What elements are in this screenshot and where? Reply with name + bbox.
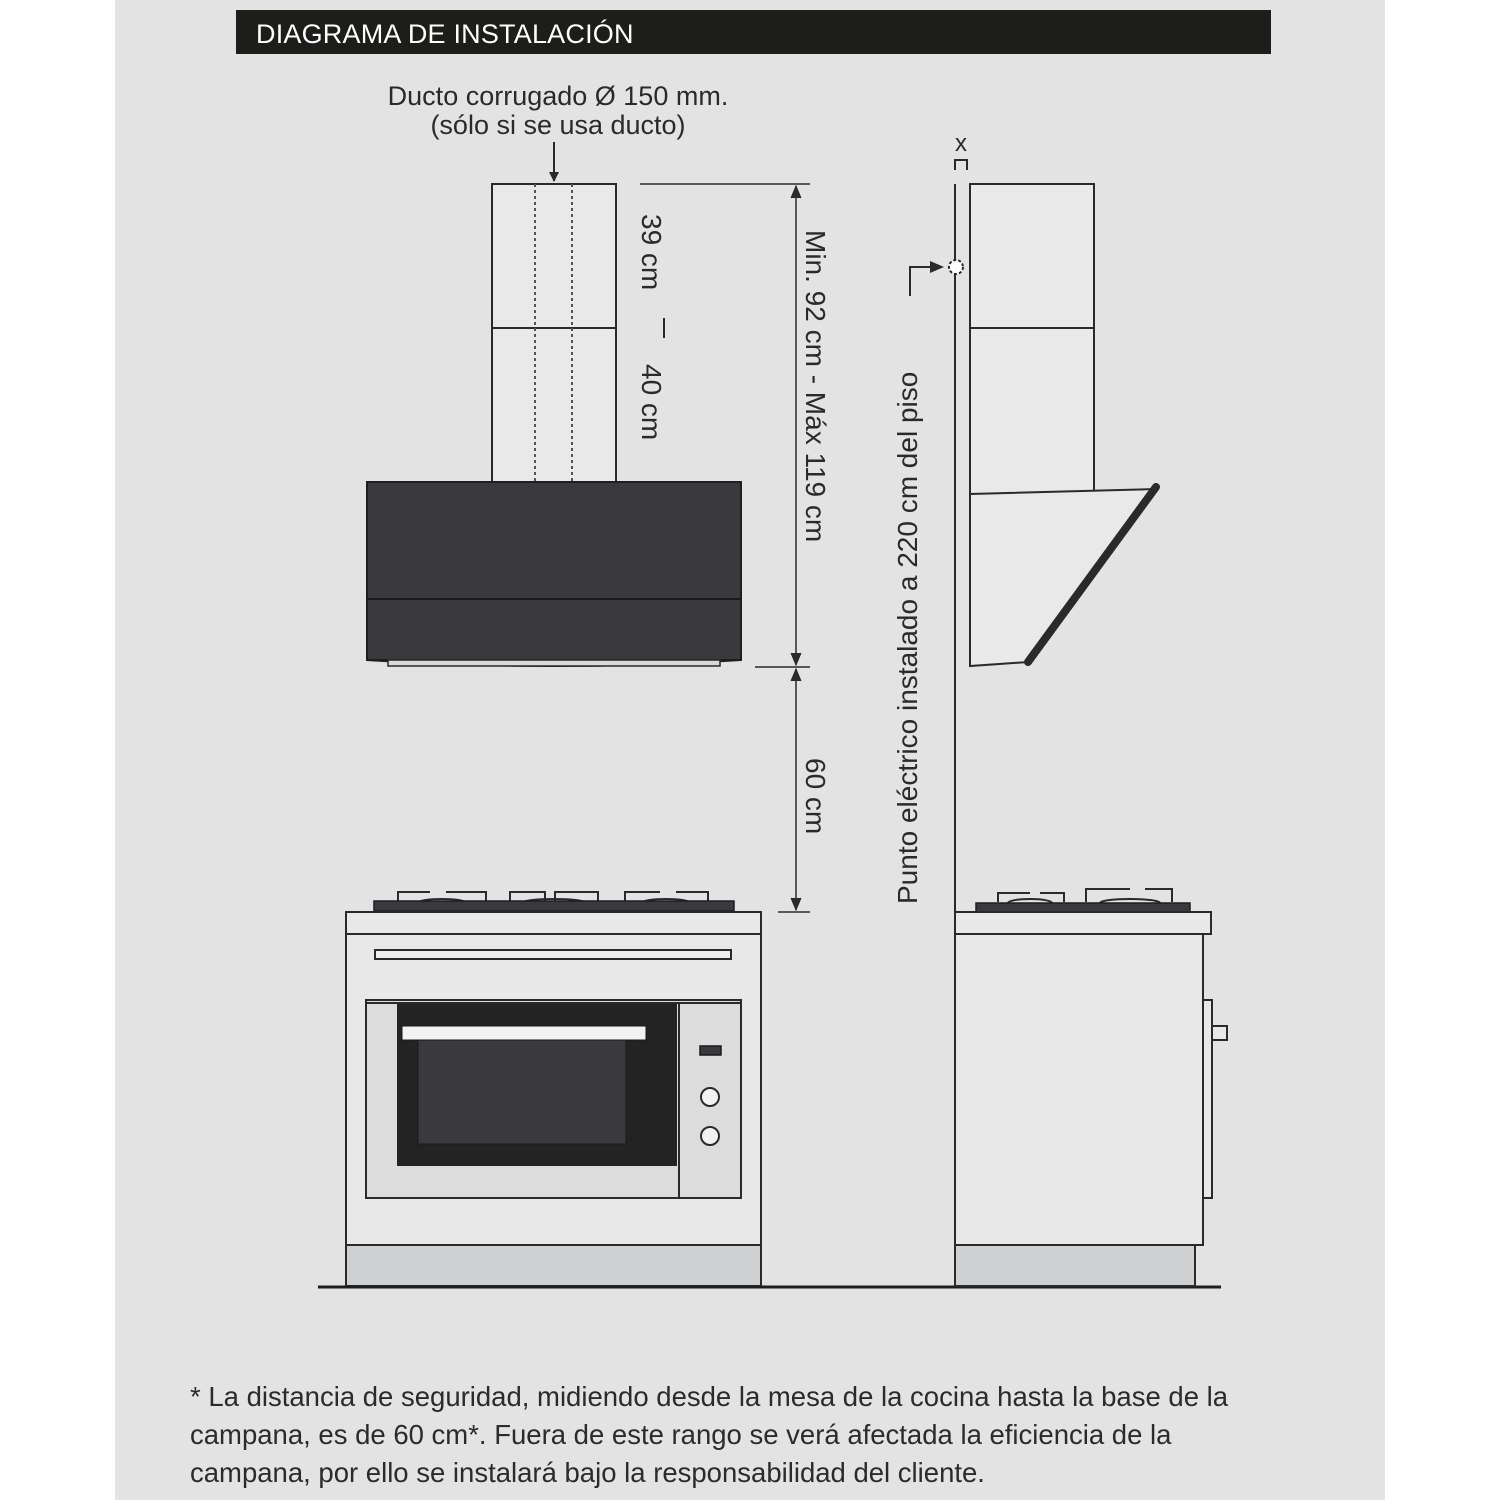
dim-safety-gap: 60 cm xyxy=(800,758,831,835)
ceiling-marker: x xyxy=(955,130,967,157)
front-hood-body xyxy=(367,482,741,666)
dim-upper-section: 39 cm xyxy=(636,214,667,291)
footnote xyxy=(190,1378,1332,1492)
duct-label-line1: Ducto corrugado Ø 150 mm. xyxy=(387,81,729,111)
dim-lower-section: 40 cm xyxy=(636,364,667,441)
electric-point-icon xyxy=(949,260,963,274)
side-stove xyxy=(955,889,1227,1286)
footnote-line2: campana, es de 60 cm*. Fuera de este rango se verá afectada la eficiencia de la xyxy=(190,1419,1172,1450)
side-hood xyxy=(970,184,1156,666)
page-title: DIAGRAMA DE INSTALACIÓN xyxy=(256,19,634,49)
front-chimney xyxy=(492,184,616,484)
duct-label-line2: (sólo si se usa ducto) xyxy=(430,110,686,140)
footnote-line1: * La distancia de seguridad, midiendo desde la mesa de la cocina hasta la base de la xyxy=(190,1381,1229,1412)
dim-total-range: Min. 92 cm - Máx 119 cm xyxy=(800,230,831,543)
electric-point-label: Punto eléctrico instalado a 220 cm del piso xyxy=(892,371,923,904)
front-stove xyxy=(346,892,761,1286)
footnote-line3: campana, por ello se instalará bajo la responsabilidad del cliente. xyxy=(190,1457,985,1488)
duct-label xyxy=(388,81,729,181)
